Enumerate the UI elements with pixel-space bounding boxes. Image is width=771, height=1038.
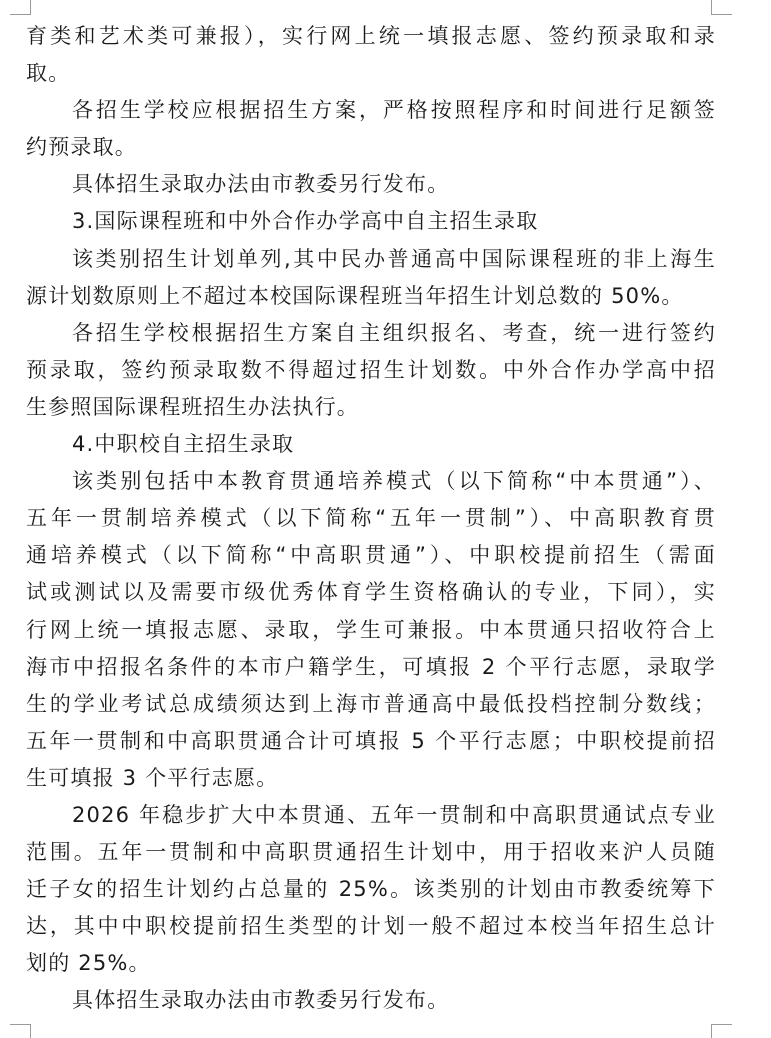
crop-mark-bottom-left [10,1024,31,1038]
text-line: 2026 年稳步扩大中本贯通、五年一贯制和中高职贯通试点专业 [72,802,716,827]
text-line: 海市中招报名条件的本市户籍学生，可填报 2 个平行志愿，录取学 [26,654,716,679]
text-line: 育类和艺术类可兼报），实行网上统一填报志愿、签约预录取和录 [26,24,716,48]
crop-mark-top-right [711,0,732,15]
text-line: 达，其中中职校提前招生类型的计划一般不超过本校当年招生总计 [26,914,716,939]
text-line: 具体招生录取办法由市教委另行发布。 [72,988,450,1013]
text-line: 生可填报 3 个平行志愿。 [26,765,279,790]
text-line: 该类别包括中本教育贯通培养模式（以下简称“中本贯通”）、 [72,469,716,494]
text-line: 源计划数原则上不超过本校国际课程班当年招生计划总数的 50%。 [26,283,684,308]
text-line: 该类别招生计划单列,其中民办普通高中国际课程班的非上海生 [72,246,716,271]
text-line: 约预录取。 [26,135,137,160]
document-body [26,18,716,1020]
text-line: 预录取，签约预录取数不得超过招生计划数。中外合作办学高中招 [26,357,716,382]
text-line: 生的学业考试总成绩须达到上海市普通高中最低投档控制分数线； [26,691,716,716]
text-line: 试或测试以及需要市级优秀体育学生资格确认的专业，下同），实 [26,580,716,605]
crop-mark-bottom-right [711,1024,732,1038]
text-line: 范围。五年一贯制和中高职贯通招生计划中，用于招收来沪人员随 [26,840,716,865]
text-line: 各招生学校应根据招生方案，严格按照程序和时间进行足额签 [72,98,716,123]
text-line: 取。 [26,61,71,86]
text-line: 4.中职校自主招生录取 [72,432,295,457]
text-line: 迁子女的招生计划约占总量的 25%。该类别的计划由市教委统筹下 [26,877,716,902]
text-line: 各招生学校根据招生方案自主组织报名、考查，统一进行签约 [72,320,716,345]
text-line: 生参照国际课程班招生办法执行。 [26,394,359,419]
text-line: 通培养模式（以下简称“中高职贯通”）、中职校提前招生（需面 [26,543,716,568]
text-line: 五年一贯制和中高职贯通合计可填报 5 个平行志愿；中职校提前招 [26,728,716,753]
text-line: 具体招生录取办法由市教委另行发布。 [72,172,450,197]
text-line: 3.国际课程班和中外合作办学高中自主招生录取 [72,209,539,234]
crop-mark-top-left [10,0,31,15]
text-line: 行网上统一填报志愿、录取，学生可兼报。中本贯通只招收符合上 [26,617,716,642]
text-line: 五年一贯制培养模式（以下简称“五年一贯制”）、中高职教育贯 [26,506,716,531]
text-line: 划的 25%。 [26,951,151,976]
